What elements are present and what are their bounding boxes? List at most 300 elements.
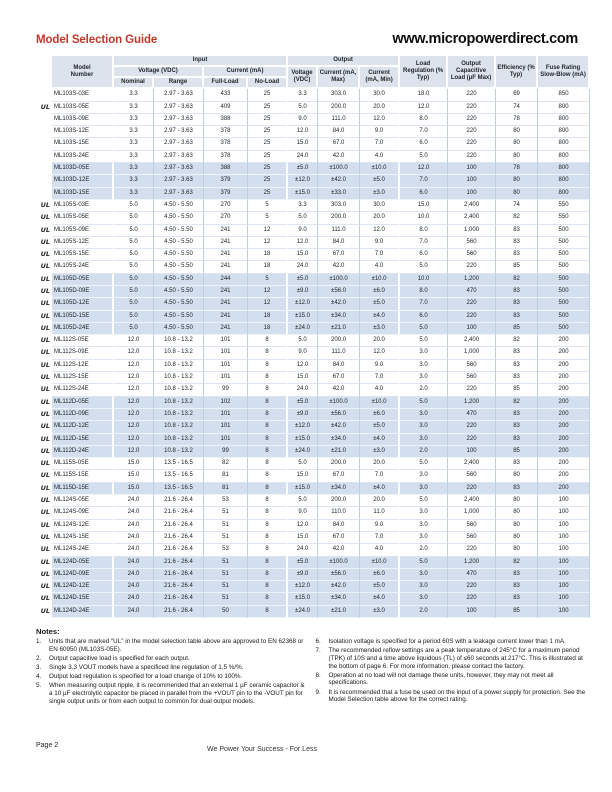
value-cell: 2,400 [448, 495, 496, 507]
value-cell: 15.0 [400, 200, 448, 212]
value-cell: 7.0 [360, 372, 400, 384]
ul-mark: UL [40, 250, 50, 259]
value-cell: 21.6 - 26.4 [154, 593, 204, 605]
value-cell: ±15.0 [288, 188, 318, 200]
value-cell: 3.0 [400, 507, 448, 519]
table-row [52, 286, 590, 298]
value-cell: 5.0 [288, 212, 318, 224]
value-cell: 5.0 [400, 397, 448, 409]
value-cell: 8 [248, 593, 288, 605]
value-cell: 2.97 - 3.63 [154, 89, 204, 101]
model-number-cell: UL ML112S-15E [52, 372, 114, 384]
value-cell: 83 [496, 434, 538, 446]
value-cell: ±3.0 [360, 323, 400, 335]
model-number-cell: UL ML103S-05E [52, 102, 114, 114]
value-cell: 101 [204, 335, 248, 347]
value-cell: 9.0 [288, 507, 318, 519]
value-cell: 270 [204, 200, 248, 212]
note-number: 1. [36, 638, 42, 645]
value-cell: 84.0 [318, 237, 360, 249]
table-row [52, 520, 590, 532]
value-cell: 8 [248, 409, 288, 421]
value-cell: 6.0 [400, 249, 448, 261]
value-cell: 200.0 [318, 495, 360, 507]
value-cell: 220 [448, 581, 496, 593]
note-number: 3. [36, 664, 42, 672]
ul-mark: UL [40, 520, 50, 529]
model-number-cell: UL ML124S-15E [52, 532, 114, 544]
value-cell: 24.0 [114, 507, 154, 519]
value-cell: 83 [496, 458, 538, 470]
value-cell: ±34.0 [318, 311, 360, 323]
table-row [52, 569, 590, 581]
value-cell: 241 [204, 225, 248, 237]
value-cell: 12.0 [114, 397, 154, 409]
value-cell: 101 [204, 372, 248, 384]
model-number-cell: UL ML124S-12E [52, 520, 114, 532]
value-cell: 5 [248, 212, 288, 224]
col-header-range: Range [154, 78, 204, 89]
value-cell: 42.0 [318, 384, 360, 396]
value-cell: 25 [248, 151, 288, 163]
value-cell: 3.0 [400, 409, 448, 421]
value-cell: ±5.0 [360, 298, 400, 310]
value-cell: 8 [248, 458, 288, 470]
table-row [52, 581, 590, 593]
value-cell: ±34.0 [318, 593, 360, 605]
value-cell: ±24.0 [288, 606, 318, 618]
value-cell: 200.0 [318, 458, 360, 470]
value-cell: 82 [496, 212, 538, 224]
value-cell: 220 [448, 89, 496, 101]
value-cell: 3.3 [288, 200, 318, 212]
value-cell: 82 [496, 397, 538, 409]
value-cell: 78 [496, 114, 538, 126]
value-cell: 800 [538, 102, 590, 114]
value-cell: ±10.0 [360, 274, 400, 286]
value-cell: ±21.0 [318, 323, 360, 335]
model-number-cell: UL ML124S-05E [52, 495, 114, 507]
value-cell: 25 [248, 188, 288, 200]
value-cell: 12.0 [114, 409, 154, 421]
value-cell: 220 [448, 421, 496, 433]
model-number-cell: UL ML112D-24E [52, 446, 114, 458]
notes-heading: Notes: [36, 627, 60, 636]
notes-column-left [36, 638, 307, 707]
value-cell: 220 [448, 114, 496, 126]
value-cell: 500 [538, 286, 590, 298]
table-row [52, 212, 590, 224]
value-cell: 9.0 [360, 237, 400, 249]
value-cell: ±56.0 [318, 569, 360, 581]
value-cell: ±3.0 [360, 446, 400, 458]
note-number: 8. [315, 671, 321, 679]
model-number-cell: UL ML112S-24E [52, 384, 114, 396]
value-cell: 5.0 [400, 557, 448, 569]
value-cell: 24.0 [114, 569, 154, 581]
table-row [52, 434, 590, 446]
value-cell: 80 [496, 507, 538, 519]
value-cell: 5.0 [114, 225, 154, 237]
value-cell: 10.8 - 13.2 [154, 421, 204, 433]
value-cell: 12.0 [114, 360, 154, 372]
value-cell: ±12.0 [288, 421, 318, 433]
model-number-cell: UL ML112S-05E [52, 335, 114, 347]
value-cell: 10.8 - 13.2 [154, 446, 204, 458]
model-number-cell: UL ML105D-15E [52, 311, 114, 323]
value-cell: 10.8 - 13.2 [154, 409, 204, 421]
value-cell: 9.0 [360, 360, 400, 372]
value-cell: ±4.0 [360, 311, 400, 323]
model-number-cell: UL ML124D-09E [52, 569, 114, 581]
value-cell: 220 [448, 298, 496, 310]
value-cell: 18 [248, 261, 288, 273]
value-cell: 82 [496, 335, 538, 347]
value-cell: 378 [204, 126, 248, 138]
model-number-cell: ML103S-09E [52, 114, 114, 126]
value-cell: 83 [496, 483, 538, 495]
col-header-fuse-rating: Fuse Rating Slow-Blow (mA) [538, 56, 590, 89]
note-number: 9. [315, 688, 321, 696]
value-cell: ±10.0 [360, 397, 400, 409]
value-cell: 2.0 [400, 446, 448, 458]
value-cell: 25 [248, 126, 288, 138]
value-cell: 25 [248, 89, 288, 101]
model-number-cell: ML103S-12E [52, 126, 114, 138]
value-cell: 409 [204, 102, 248, 114]
value-cell: 101 [204, 434, 248, 446]
table-row [52, 606, 590, 618]
ul-mark: UL [40, 262, 50, 271]
value-cell: 241 [204, 249, 248, 261]
value-cell: 500 [538, 261, 590, 273]
value-cell: 200 [538, 421, 590, 433]
table-row [52, 347, 590, 359]
table-row [52, 532, 590, 544]
value-cell: 470 [448, 569, 496, 581]
value-cell: 200 [538, 397, 590, 409]
model-number-cell: UL ML105S-09E [52, 225, 114, 237]
value-cell: 3.0 [400, 569, 448, 581]
ul-mark: UL [40, 569, 50, 578]
value-cell: 1,000 [448, 507, 496, 519]
value-cell: 83 [496, 286, 538, 298]
table-row [52, 384, 590, 396]
value-cell: 5.0 [288, 102, 318, 114]
value-cell: 1,200 [448, 274, 496, 286]
value-cell: 100 [538, 532, 590, 544]
model-number-cell: UL ML112D-09E [52, 409, 114, 421]
model-number-cell: UL ML124S-09E [52, 507, 114, 519]
value-cell: 15.0 [288, 138, 318, 150]
table-row [52, 360, 590, 372]
value-cell: 3.3 [114, 102, 154, 114]
value-cell: 25 [248, 163, 288, 175]
note-number: 7. [315, 647, 321, 655]
value-cell: 241 [204, 298, 248, 310]
value-cell: 8 [248, 557, 288, 569]
col-header-efficiency: Efficiency (% Typ) [496, 56, 538, 89]
value-cell: 10.8 - 13.2 [154, 335, 204, 347]
value-cell: 4.50 - 5.50 [154, 323, 204, 335]
ul-mark: UL [40, 446, 50, 455]
value-cell: 1,200 [448, 397, 496, 409]
table-row [52, 200, 590, 212]
value-cell: 18 [248, 323, 288, 335]
value-cell: 500 [538, 249, 590, 261]
value-cell: 42.0 [318, 261, 360, 273]
table-row [52, 544, 590, 556]
value-cell: 111.0 [318, 347, 360, 359]
note-text: The recommended reflow settings are a peak temperature of 245°C for a maximum period (TPK) of 10S and a time above liquidous (TL) of ≤60 seconds at 217°C. This is illustrated at the bottom of page 6. For more information, please contact the factory. [328, 647, 583, 670]
model-number-cell: ML103D-12E [52, 175, 114, 187]
value-cell: 83 [496, 372, 538, 384]
value-cell: 83 [496, 249, 538, 261]
value-cell: 303.0 [318, 200, 360, 212]
value-cell: 5.0 [288, 335, 318, 347]
value-cell: 8.0 [400, 286, 448, 298]
model-number-cell: UL ML115S-05E [52, 458, 114, 470]
ul-mark: UL [40, 434, 50, 443]
value-cell: 80 [496, 126, 538, 138]
ul-mark: UL [40, 397, 50, 406]
value-cell: 82 [496, 557, 538, 569]
value-cell: 3.0 [400, 532, 448, 544]
value-cell: 12 [248, 298, 288, 310]
ul-mark: UL [40, 459, 50, 468]
value-cell: 8 [248, 581, 288, 593]
value-cell: 12.0 [360, 114, 400, 126]
table-row [52, 593, 590, 605]
value-cell: ±5.0 [288, 557, 318, 569]
value-cell: 5.0 [114, 212, 154, 224]
col-header-model-number: Model Number [52, 56, 114, 89]
ul-mark: UL [40, 225, 50, 234]
value-cell: 244 [204, 274, 248, 286]
table-row [52, 261, 590, 273]
value-cell: 2,400 [448, 200, 496, 212]
note-text: Operation at no load will not damage these units, however, they may not meet all specifications. [328, 671, 554, 687]
value-cell: 13.5 - 16.5 [154, 483, 204, 495]
col-header-capacitive-load: Output Capacitive Load (µF Max) [448, 56, 496, 89]
value-cell: 12.0 [114, 347, 154, 359]
note-text: Output load regulation is specified for a load change of 10% to 100%. [49, 673, 243, 681]
value-cell: 100 [538, 507, 590, 519]
value-cell: 2,400 [448, 458, 496, 470]
value-cell: 4.0 [360, 544, 400, 556]
model-number-cell: UL ML124D-12E [52, 581, 114, 593]
col-header-output-voltage: Voltage (VDC) [288, 67, 318, 89]
value-cell: 21.6 - 26.4 [154, 520, 204, 532]
value-cell: 51 [204, 557, 248, 569]
table-row [52, 397, 590, 409]
value-cell: 5.0 [400, 261, 448, 273]
value-cell: 5.0 [114, 274, 154, 286]
value-cell: 303.0 [318, 89, 360, 101]
value-cell: 200 [538, 409, 590, 421]
value-cell: 9.0 [360, 520, 400, 532]
value-cell: ±100.0 [318, 163, 360, 175]
col-header-full-load: Full-Load [204, 78, 248, 89]
value-cell: 2.97 - 3.63 [154, 126, 204, 138]
value-cell: 500 [538, 225, 590, 237]
value-cell: ±42.0 [318, 421, 360, 433]
value-cell: ±24.0 [288, 446, 318, 458]
ul-mark: UL [40, 237, 50, 246]
ul-mark: UL [40, 409, 50, 418]
page-number: Page 2 [36, 742, 59, 749]
model-number-cell: UL ML124D-24E [52, 606, 114, 618]
value-cell: 5.0 [114, 286, 154, 298]
ul-mark: UL [40, 348, 50, 357]
value-cell: 8 [248, 372, 288, 384]
value-cell: 102 [204, 397, 248, 409]
value-cell: 5.0 [400, 495, 448, 507]
table-row [52, 458, 590, 470]
model-number-cell: ML103D-05E [52, 163, 114, 175]
value-cell: 85 [496, 261, 538, 273]
value-cell: ±4.0 [360, 434, 400, 446]
note-number: 5. [36, 682, 42, 690]
ul-mark: UL [40, 471, 50, 480]
value-cell: 500 [538, 323, 590, 335]
value-cell: 500 [538, 237, 590, 249]
value-cell: 100 [538, 520, 590, 532]
value-cell: 100 [538, 557, 590, 569]
value-cell: 2.97 - 3.63 [154, 138, 204, 150]
value-cell: 3.0 [400, 581, 448, 593]
value-cell: 800 [538, 175, 590, 187]
value-cell: 12.0 [114, 434, 154, 446]
value-cell: 20.0 [360, 335, 400, 347]
value-cell: 18.0 [400, 89, 448, 101]
value-cell: ±42.0 [318, 581, 360, 593]
value-cell: 6.0 [400, 138, 448, 150]
value-cell: 9.0 [288, 114, 318, 126]
value-cell: 85 [496, 323, 538, 335]
value-cell: 270 [204, 212, 248, 224]
value-cell: ±12.0 [288, 175, 318, 187]
value-cell: 7.0 [360, 138, 400, 150]
value-cell: ±100.0 [318, 557, 360, 569]
value-cell: 84.0 [318, 520, 360, 532]
value-cell: 42.0 [318, 544, 360, 556]
value-cell: 800 [538, 151, 590, 163]
document-header [36, 31, 578, 47]
value-cell: 101 [204, 421, 248, 433]
value-cell: 21.6 - 26.4 [154, 507, 204, 519]
value-cell: 24.0 [114, 557, 154, 569]
value-cell: ±6.0 [360, 286, 400, 298]
value-cell: 5.0 [114, 237, 154, 249]
value-cell: 3.0 [400, 520, 448, 532]
page-title: Model Selection Guide [36, 34, 158, 46]
ul-mark: UL [40, 373, 50, 382]
value-cell: 220 [448, 384, 496, 396]
value-cell: 8.0 [400, 225, 448, 237]
value-cell: ±9.0 [288, 569, 318, 581]
value-cell: 200 [538, 434, 590, 446]
value-cell: 3.3 [114, 151, 154, 163]
value-cell: 30.0 [360, 200, 400, 212]
value-cell: 433 [204, 89, 248, 101]
col-header-output-current-min: Current (mA, Min) [360, 67, 400, 89]
value-cell: 24.0 [114, 606, 154, 618]
value-cell: 100 [448, 175, 496, 187]
model-number-cell: UL ML105S-05E [52, 212, 114, 224]
value-cell: 8 [248, 520, 288, 532]
value-cell: 13.5 - 16.5 [154, 458, 204, 470]
value-cell: 379 [204, 188, 248, 200]
value-cell: 25 [248, 102, 288, 114]
ul-mark: UL [40, 336, 50, 345]
note-item [316, 647, 587, 670]
value-cell: 12.0 [288, 360, 318, 372]
value-cell: 100 [538, 495, 590, 507]
value-cell: 220 [448, 544, 496, 556]
value-cell: ±10.0 [360, 557, 400, 569]
value-cell: ±42.0 [318, 175, 360, 187]
value-cell: 21.6 - 26.4 [154, 581, 204, 593]
value-cell: 15.0 [114, 483, 154, 495]
value-cell: 220 [448, 483, 496, 495]
value-cell: 8 [248, 569, 288, 581]
value-cell: ±10.0 [360, 163, 400, 175]
note-text: When measuring output ripple, it is recommended that an external 1 µF ceramic capacitor & a 10 µF electrolytic capacitor be placed in parallel from the +VOUT pin to the -VOUT pin for single output units or from each output to common for dual output models. [49, 682, 305, 705]
value-cell: ±21.0 [318, 606, 360, 618]
value-cell: 11.0 [360, 507, 400, 519]
table-row [52, 175, 590, 187]
group-header-input: Input [114, 56, 288, 67]
value-cell: 4.0 [360, 151, 400, 163]
value-cell: 7.0 [360, 470, 400, 482]
table-row [52, 372, 590, 384]
value-cell: 3.0 [400, 372, 448, 384]
value-cell: 241 [204, 237, 248, 249]
value-cell: 10.8 - 13.2 [154, 360, 204, 372]
value-cell: 800 [538, 138, 590, 150]
value-cell: ±33.0 [318, 188, 360, 200]
value-cell: 2.0 [400, 606, 448, 618]
value-cell: ±6.0 [360, 569, 400, 581]
value-cell: 51 [204, 532, 248, 544]
value-cell: ±15.0 [288, 483, 318, 495]
value-cell: 51 [204, 593, 248, 605]
ul-mark: UL [40, 422, 50, 431]
ul-mark: UL [40, 594, 50, 603]
value-cell: 83 [496, 311, 538, 323]
value-cell: 24.0 [114, 544, 154, 556]
model-number-cell: ML103D-15E [52, 188, 114, 200]
value-cell: 10.8 - 13.2 [154, 347, 204, 359]
value-cell: 10.8 - 13.2 [154, 434, 204, 446]
value-cell: 83 [496, 593, 538, 605]
value-cell: 3.0 [400, 421, 448, 433]
value-cell: 220 [448, 311, 496, 323]
value-cell: 1,000 [448, 225, 496, 237]
ul-mark: UL [40, 483, 50, 492]
value-cell: 550 [538, 212, 590, 224]
value-cell: 24.0 [288, 261, 318, 273]
table-row [52, 557, 590, 569]
value-cell: 4.50 - 5.50 [154, 261, 204, 273]
value-cell: 25 [248, 114, 288, 126]
ul-mark: UL [40, 102, 50, 111]
ul-mark: UL [40, 311, 50, 320]
value-cell: 85 [496, 384, 538, 396]
value-cell: 100 [538, 606, 590, 618]
value-cell: 4.50 - 5.50 [154, 237, 204, 249]
